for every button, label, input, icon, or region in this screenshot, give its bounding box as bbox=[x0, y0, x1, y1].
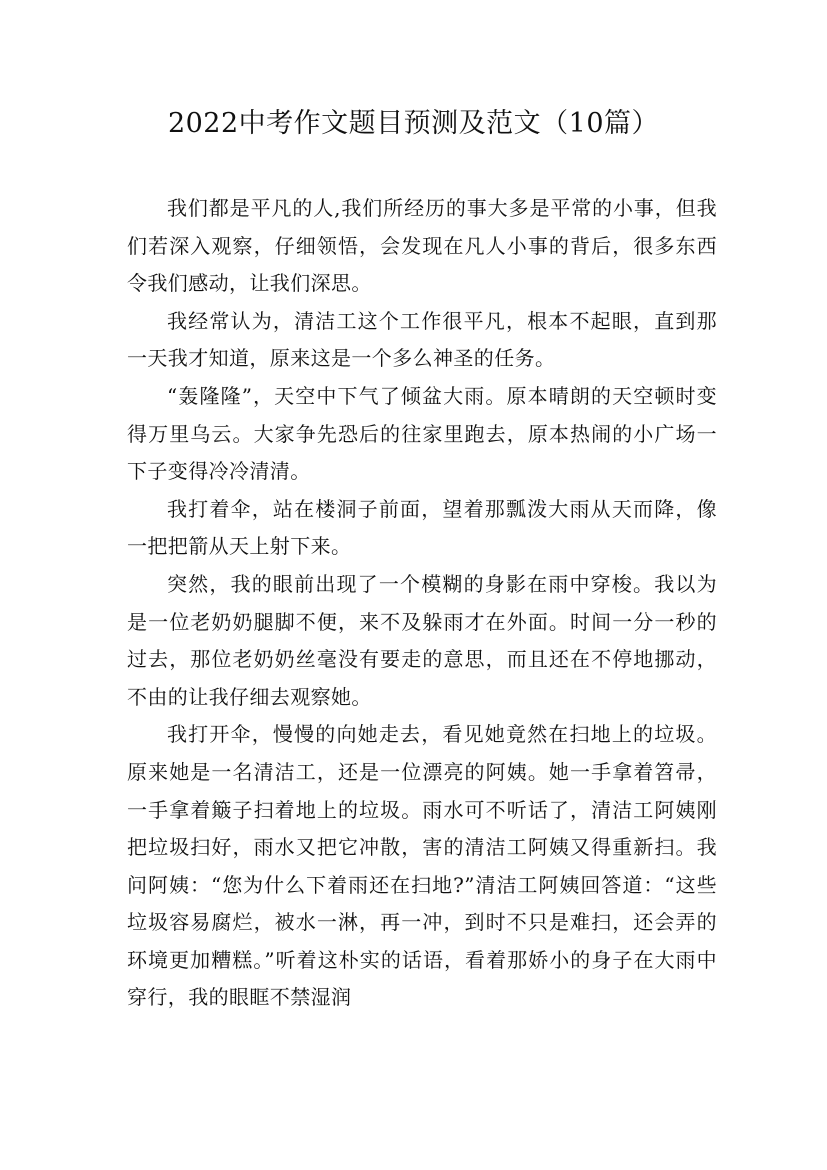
paragraph-2: 我经常认为，清洁工这个工作很平凡，根本不起眼，直到那一天我才知道，原来这是一个多么神圣的任务。 bbox=[127, 308, 717, 371]
document-title: 2022中考作文题目预测及范文（10篇） bbox=[167, 108, 660, 139]
paragraph-4: 我打着伞，站在楼洞子前面，望着那瓢泼大雨从天而降，像一把把箭从天上射下来。 bbox=[127, 496, 717, 559]
paragraph-1: 我们都是平凡的人,我们所经历的事大多是平常的小事，但我们若深入观察，仔细领悟，会发现在凡人小事的背后，很多东西令我们感动，让我们深思。 bbox=[127, 196, 717, 296]
paragraph-6: 我打开伞，慢慢的向她走去，看见她竟然在扫地上的垃圾。原来她是一名清洁工，还是一位漂亮的阿姨。她一手拿着笤帚，一手拿着簸子扫着地上的垃圾。雨水可不听话了，清洁工阿姨刚把垃圾扫好，雨水又把它冲散，害的清洁工阿姨又得重新扫。我问阿姨：“您为什么下着雨还在扫地?”清洁工阿姨回答道：“这些垃圾容易腐烂，被水一淋，再一冲，到时不只是难扫，还会弄的环境更加糟糕。”听着这朴实的话语，看着那娇小的身子在大雨中穿行，我的眼眶不禁湿润 bbox=[127, 722, 717, 1010]
paragraph-5: 突然，我的眼前出现了一个模糊的身影在雨中穿梭。我以为是一位老奶奶腿脚不便，来不及躲雨才在外面。时间一分一秒的过去，那位老奶奶丝毫没有要走的意思，而且还在不停地挪动，不由的让我仔细去观察她。 bbox=[127, 571, 717, 709]
document-body bbox=[127, 190, 717, 1017]
paragraph-3: “轰隆隆”，天空中下气了倾盆大雨。原本晴朗的天空顿时变得万里乌云。大家争先恐后的往家里跑去，原本热闹的小广场一下子变得冷冷清清。 bbox=[127, 383, 717, 484]
